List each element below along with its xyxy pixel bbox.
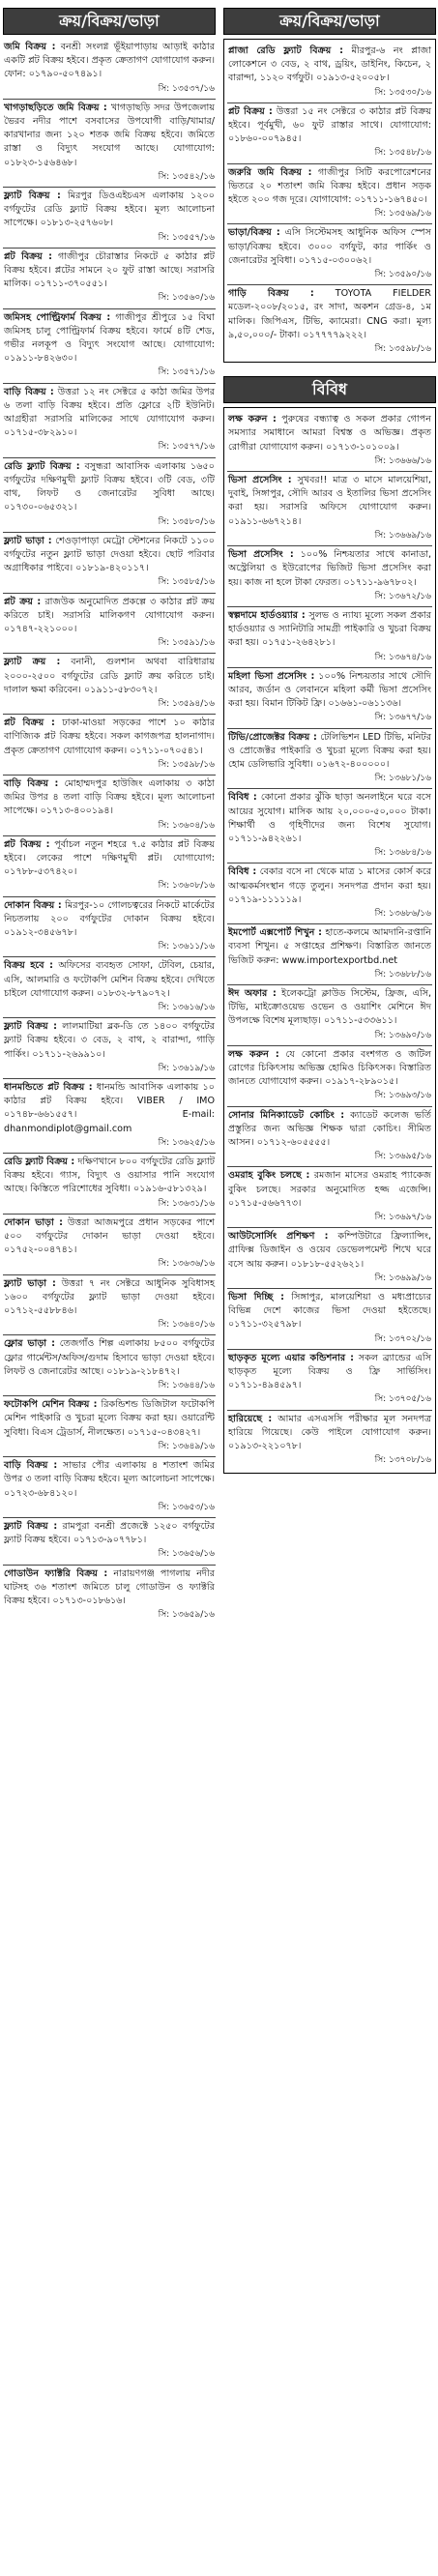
ad-body: উত্তরা ৭ নং সেক্টরে আধুনিক সুবিধাসহ ১৬০০ বর্গফুটের ফ্ল্যাট ভাড়া দেওয়া হইবে। ০১৭১২-৫৫৮৮৪৬। [4, 1277, 215, 1317]
classified-ad [227, 1228, 432, 1289]
left-ads-list [3, 39, 216, 1625]
ad-body: হাতে-কলমে আমদানি-রপ্তানি ব্যবসা শিখুন। ৫ সপ্তাহের প্রশিক্ষণ। বিস্তারিত জানতে ভিজিট করুন: www.importexportbd.net [228, 927, 431, 966]
ad-title: হারিয়েছে : [228, 1413, 273, 1424]
classified-ad [227, 285, 432, 359]
section-header-buy-sell-rent-right: ক্রয়/বিক্রয়/ভাড়া [223, 8, 436, 35]
classified-ad [3, 249, 216, 309]
ad-reference-code: সি: ১৩৬৭২/১৬ [374, 591, 431, 601]
ad-reference-code: সি: ১৩৫৯৮/১৬ [374, 344, 431, 355]
ad-body: সিঙ্গাপুর, মালয়েশিয়া ও মধ্যপ্রাচ্যের বিভিন্ন দেশে কাজের ভিসা দেওয়া হইতেছে। ০১৭১১-৩২৫৭৯৮। [228, 1292, 431, 1331]
ad-title: আউটসোর্সিং প্রশিক্ষণ : [228, 1231, 329, 1243]
classified-ad [3, 836, 216, 897]
ad-title: প্লট বিক্রয় : [4, 838, 50, 850]
ad-reference-code: সি: ১৩৬৮৪/১৬ [374, 848, 431, 859]
ad-title: ফ্ল্যাট বিক্রয় : [4, 1021, 58, 1033]
classified-ad [227, 924, 432, 985]
ad-body: বনশ্রী সংলগ্ন ভূঁইয়াপাড়ায় আড়াই কাঠার একটি প্লট বিক্রয় হইবে। প্রকৃত ক্রেতাগণ যোগাযোগ করুন। ফোন: ০১৭৯০-৫০৭৪৯১। [4, 42, 215, 80]
classified-ad [227, 1167, 432, 1228]
classified-ad [227, 472, 432, 546]
ad-body: রাজউক অনুমোদিত প্রকল্পে ৩ কাঠার প্লট ক্রয় করিতে চাই। সরাসরি মালিকগণ যোগাযোগ করুন। ০১৭৪৭-২২১০০০। [4, 596, 215, 634]
ad-reference-code: সি: ১৩৬৯৩/১৬ [374, 1091, 431, 1101]
ad-body: দক্ষিণখানে ৮০০ বর্গফুটের রেডি ফ্ল্যাট বিক্রয় হইবে। গ্যাস, বিদ্যুৎ ও ওয়াসার পানি সংযোগ আছে। কিস্তিতে পরিশোধের সুবিধা। ০১৯১৬-৫৮১৩২৯। [4, 1156, 215, 1195]
ad-body: ঢাকা-মাওয়া সড়কের পাশে ১০ কাঠার বাণিজ্যিক প্লট বিক্রয় হইবে। সকল কাগজপত্র হালনাগাদ। প্রকৃত ক্রেতাগণ যোগাযোগ করুন। ০১৭১১-০৭০৫৪১। [4, 717, 215, 756]
ad-body: উত্তরা ১৫ নং সেক্টরে ৩ কাঠার প্লট বিক্রয় হইবে। পূর্বমুখী, ৬০ ফুট রাস্তার সাথে। যোগাযোগ: ০১৮৬০-০০৭৯৪৫। [228, 105, 431, 145]
ad-title: লক্ষ করুন : [228, 414, 277, 425]
ad-body: রিকন্ডিশন্ড ডিজিটাল ফটোকপি মেশিন পাইকারি ও খুচরা মূল্যে বিক্রয় করা হয়। ওয়ারেন্টি সুবিধা। বিএস ট্রেডার্স, নীলক্ষেত। ০১৭১৫-০৪৩৪২৭। [4, 1399, 215, 1438]
classified-ad [3, 776, 216, 836]
ad-title: বিবিধ : [228, 866, 257, 878]
ad-reference-code: সি: ১৩৭০২/১৬ [374, 1333, 431, 1344]
ad-title: ফ্ল্যাট ভাড়া : [4, 1277, 56, 1289]
ad-title: টিভি/প্রোজেক্টর বিক্রয় : [228, 731, 317, 743]
ad-body: কম্পিউটারে ফ্রিল্যান্সিং, গ্রাফিক্স ডিজাইন ও ওয়েব ডেভেলপমেন্ট শিখে ঘরে বসে আয় করুন। ০১৮১৮-৫৫২৬২১। [228, 1231, 431, 1270]
ad-title: বাড়ি বিক্রয় : [4, 1460, 58, 1472]
ad-title: ঈদ অফার : [228, 987, 277, 999]
ad-reference-code: সি: ১৩৫৩০/১৬ [374, 87, 431, 98]
classified-ad [3, 1018, 216, 1079]
ad-body: ইলেকট্রো ক্লাউড সিস্টেম, ফ্রিজ, এসি, টিভি, মাইক্রোওয়েভ ওভেন ও ওয়াশিং মেশিনে ঈদ উপলক্ষে বিশেষ মূল্যছাড়। ০১৭১১-৫৩৩৬১১। [228, 987, 432, 1027]
classified-ad [3, 654, 216, 715]
ad-body: সকল ব্র্যান্ডের এসি ছাড়কৃত মূল্যে বিক্রয় ও ফ্রি সার্ভিসিং। ০১৭১১-৪৯৪৫৯৭। [228, 1352, 431, 1391]
ad-body: আমার এসএসসি পরীক্ষার মূল সনদপত্র হারিয়ে গিয়েছে। কেউ পাইলে যোগাযোগ করুন। ০১৯১৩-২২১০৭৮। [228, 1413, 431, 1452]
ad-body: লালমাটিয়া ব্লক-ডি তে ১৪০০ বর্গফুটের ফ্ল্যাট বিক্রয় হইবে। ৩ বেড, ২ বাথ, ২ বারান্দা, গাড়ি পার্কিং। ০১৭১১-২৬৯৯১০। [4, 1021, 215, 1060]
ad-reference-code: সি: ১৩৬৬৯/১৬ [374, 530, 431, 541]
ad-reference-code: সি: ১৩৬৯০/১৬ [374, 1030, 431, 1040]
ad-body: নারায়ণগঞ্জ পাগলায় নদীর ঘাটসহ ৩৬ শতাংশ জমিতে চালু গোডাউন ও ফ্যাক্টরি বিক্রয় হইবে। ০১৭১৩-০১৮৬১৬। [4, 1567, 215, 1606]
ad-reference-code: সি: ১৩৭০৮/১৬ [374, 1455, 431, 1466]
ad-body: মিরপুর ডিওএইচএস এলাকায় ১২০০ বর্গফুটের রেডি ফ্ল্যাট বিক্রয় হইবে। মূল্য আলোচনা সাপেক্ষে। ০১৮১৩-২৫৭৬০৮। [4, 190, 215, 229]
classified-ad [3, 1457, 216, 1518]
ad-title: মহিলা ভিসা প্রসেসিং : [228, 670, 315, 682]
ad-body: টেলিভিশন LED টিভি, মনিটর ও প্রোজেক্টর পাইকারি ও খুচরা মূল্যে বিক্রয় করা হয়। হোম ডেলিভারি সুবিধা। ০১৬৭২-৪০০০০০। [228, 731, 431, 770]
ad-body: এসি সিস্টেমসহ আধুনিক অফিস স্পেস ভাড়া/বিক্রয় হইবে। ৩০০০ বর্গফুট, কার পার্কিং ও জেনারেটর সুবিধা। ০১৭১৫-০৩০০৬২। [228, 227, 431, 266]
ad-reference-code: সি: ১৩৬৮৬/১৬ [374, 908, 431, 919]
classified-ad [3, 1079, 216, 1154]
right-column [223, 8, 436, 1474]
ad-body: যে কোনো প্রকার বংশগত ও জটিল রোগের চিকিৎসায় অভিজ্ঞ হোমিও চিকিৎসক। বিস্তারিত জানতে যোগাযোগ করুন। ০১৯১৭-২৮৯০১৫। [228, 1048, 431, 1088]
ad-body: রমজান মাসের ওমরাহ প্যাকেজ বুকিং চলছে। সরকার অনুমোদিত হজ্জ এজেন্সি। ০১৭১৫-৫৬৬৭৭৩। [228, 1170, 432, 1209]
classified-ad [3, 533, 216, 594]
ad-title: ওমরাহ বুকিং চলছে : [228, 1170, 310, 1182]
ad-body: উত্তরা ১২ নং সেক্টরে ৫ কাঠা জমির উপর ৬ তলা বাড়ি বিক্রয় হইবে। প্রতি ফ্লোরে ২টি ইউনিট। আগ্রহীরা সরাসরি মালিকের সাথে যোগাযোগ করুন। ০১৭১৫-৩৮২৯১০। [4, 386, 215, 439]
ad-body: পূর্বাচল নতুন শহরে ৭.৫ কাঠার প্লট বিক্রয় হইবে। লেকের পাশে দক্ষিণমুখী প্লট। যোগাযোগ: ০১৭৮৮-৫৩৭৪২০। [4, 838, 215, 878]
ad-reference-code: সি: ১৩৫৮০/১৬ [158, 516, 215, 527]
ad-title: দোকান বিক্রয় : [4, 899, 62, 911]
ad-reference-code: সি: ১৩৬৯৭/১৬ [374, 1213, 431, 1223]
ad-reference-code: সি: ১৩৫৪২/১৬ [158, 171, 215, 182]
ad-reference-code: সি: ১৩৬২৫/১৬ [158, 1137, 215, 1148]
ad-reference-code: সি: ১৩৬১৬/১৬ [158, 1003, 215, 1012]
misc-section [223, 376, 436, 1474]
ad-body: বসুন্ধরা আবাসিক এলাকায় ১৬৫০ বর্গফুটের দক্ষিণমুখী ফ্ল্যাট বিক্রয় হইবে। ৩টি বেড, ৩টি বাথ, লিফট ও জেনারেটর সুবিধা আছে। ০১৭৩০-০৬৫৩২১। [4, 460, 215, 513]
ad-title: জমিসহ পোল্ট্রিফার্ম বিক্রয় : [4, 311, 111, 323]
classified-ad [3, 957, 216, 1018]
ad-body: খাগড়াছড়ি সদর উপজেলায় ভৈরব নদীর পাশে বসবাসের উপযোগী বাড়ি/খামার/কারখানার জন্য ১২০ শতক জমি বিক্রয় হইবে। জমিতে রাস্তা ও বিদ্যুৎ সংযোগ আছে। যোগাযোগ: ০১৮২৩-১৫৬৪৬৮। [4, 102, 215, 168]
ad-reference-code: সি: ১৩৬৬৬/১৬ [374, 455, 431, 466]
ad-reference-code: সি: ১৩৫৯৮/১৬ [158, 759, 215, 770]
ad-reference-code: সি: ১৩৫৩৭/১৬ [158, 83, 215, 94]
ad-reference-code: সি: ১৩৬৯৯/১৬ [374, 1273, 431, 1283]
classified-ad [227, 1046, 432, 1107]
classified-ad [3, 100, 216, 188]
classified-ad [227, 43, 432, 103]
ad-title: ভিসা প্রসেসিং : [228, 549, 294, 561]
ad-body: গাজীপুর সিটি করপোরেশনের ভিতরে ২০ শতাংশ জমি বিক্রয় হইবে। প্রধান সড়ক হইতে ২০০ গজ দূরে। যোগাযোগ: ০১৭১১-১৬৭৪৫০। [228, 166, 431, 206]
classified-ad [227, 729, 432, 790]
ad-title: বিক্রয় হবে : [4, 960, 54, 972]
ad-reference-code: সি: ১৩৬১১/১৬ [158, 942, 215, 952]
right-ads-box [223, 39, 436, 363]
classified-ad [3, 1518, 216, 1566]
ad-reference-code: সি: ১৩৬৯৫/১৬ [374, 1152, 431, 1162]
ad-title: জরুরি জমি বিক্রয় : [228, 166, 312, 178]
classified-ad [3, 897, 216, 958]
classified-ad [227, 1411, 432, 1471]
ad-reference-code: সি: ১৩৫৫৭/১৬ [158, 232, 215, 243]
classified-ad [3, 1275, 216, 1336]
ad-reference-code: সি: ১৩৫৬৯/১৬ [374, 209, 431, 220]
ad-body: অফিসের ব্যবহৃত সোফা, টেবিল, চেয়ার, এসি, আলমারি ও ফটোকপি মেশিন বিক্রয় হইবে। দেখিতে চাইলে যোগাযোগ করুন। ০১৮৩২-৮৭৯০৭২। [4, 960, 215, 999]
ad-title: ইমপোর্ট এক্সপোর্ট শিখুন : [228, 927, 322, 939]
ad-title: সোনার মিনিক্যাডেট কোচিং : [228, 1109, 345, 1121]
classified-ad [227, 164, 432, 225]
ad-reference-code: সি: ১৩৬৫৯/১৬ [158, 1610, 215, 1621]
ad-reference-code: সি: ১৩৬৭৭/১৬ [374, 713, 431, 723]
ad-body: সুলভ ও ন্যায্য মূল্যে সকল প্রকার হার্ডওয়্যার ও স্যানিটারি সামগ্রী পাইকারি ও খুচরা বিক্রয় করা হয়। ০১৭৫১-২৬৪২৮১। [228, 609, 431, 649]
classified-ad [227, 1350, 432, 1411]
ad-reference-code: সি: ১৩৬৩৬/১৬ [158, 1259, 215, 1270]
ad-title: বাড়ি বিক্রয় : [4, 777, 59, 789]
classified-ad [3, 1335, 216, 1396]
section-header-buy-sell-rent-left: ক্রয়/বিক্রয়/ভাড়া [3, 8, 216, 35]
ad-title: দোকান ভাড়া : [4, 1216, 63, 1228]
ad-body: উত্তরা আজমপুরে প্রধান সড়কের পাশে ৫০০ বর্গফুটের দোকান ভাড়া দেওয়া হইবে। ০১৭৫২-০০৪৭৪১। [4, 1216, 215, 1256]
classified-ad [3, 188, 216, 249]
classified-ad [227, 1107, 432, 1168]
classified-ad [3, 39, 216, 100]
ad-title: রেডি ফ্ল্যাট বিক্রয় : [4, 460, 80, 472]
classified-ad [227, 607, 432, 668]
ad-title: রেডি ফ্ল্যাট বিক্রয় : [4, 1156, 75, 1168]
ad-reference-code: সি: ১৩৫৮৫/১৬ [158, 577, 215, 588]
ad-title: প্লট বিক্রয় : [4, 250, 52, 262]
ad-body: তেজগাঁও শিল্প এলাকায় ৮৫০০ বর্গফুটের ফ্লোর গার্মেন্টস/অফিস/গুদাম হিসাবে ভাড়া দেওয়া হইবে। লিফট ও জেনারেটর আছে। ০১৮১৯-২১৮৪৭২। [4, 1338, 215, 1377]
classified-ad [3, 458, 216, 533]
ad-reference-code: সি: ১৩৬১৯/১৬ [158, 1063, 215, 1073]
ad-reference-code: সি: ১৩৫৯০/১৬ [374, 270, 431, 280]
ad-title: ভাড়া/বিক্রয় : [228, 227, 280, 239]
ad-title: ফ্ল্যাট ক্রয় : [4, 657, 61, 668]
ad-title: খাগড়াছড়িতে জমি বিক্রয় : [4, 102, 107, 113]
ad-title: ছাড়কৃত মূল্যে এয়ার কন্ডিশনার : [228, 1352, 355, 1363]
ad-body: মীরপুর-৬ নং প্লাজা লোকেশনে ৩ বেড, ২ বাথ, ড্রয়িং, ডাইনিং, কিচেন, ২ বারান্দা, ১১২০ বর্গফুট। ০১৯১৩-৫২০০৫৮। [228, 45, 431, 84]
ad-title: লক্ষ করুন : [228, 1048, 279, 1060]
ad-body: TOYOTA FIELDER মডেল-২০০৮/২০১৫, রং সাদা, অকশন গ্রেড-৪, ১ম মালিক। জিপিএস, টিভি, ক্যামেরা। CNG করা। মূল্য ৯,৫০,০০০/- টাকা। ০১৭৭৭৭৯২২২। [228, 288, 431, 340]
classified-ad [227, 411, 432, 472]
ad-reference-code: সি: ১৩৬৫৩/১৬ [158, 1502, 215, 1512]
ad-body: ক্যাডেট কলেজ ভর্তি প্রস্তুতির জন্য অভিজ্ঞ শিক্ষক দ্বারা কোচিং। সীমিত আসন। ০১৭১২-৬০৫৫৫৫। [228, 1109, 431, 1149]
ad-title: ধানমন্ডিতে প্লট বিক্রয় : [4, 1082, 93, 1094]
classified-ad [227, 985, 432, 1046]
ad-title: ফ্ল্যাট বিক্রয় : [4, 1520, 58, 1532]
classified-ad [227, 103, 432, 164]
classified-ad [227, 789, 432, 864]
section-header-misc: বিবিধ [223, 376, 436, 403]
ad-reference-code: সি: ১৩৬৪০/১৬ [158, 1320, 215, 1331]
misc-ads-box [223, 407, 436, 1474]
ad-title: ভিসা প্রসেসিং : [228, 475, 292, 486]
ad-reference-code: সি: ১৩৬৮১/১৬ [374, 774, 431, 784]
ad-title: প্লট বিক্রয় : [228, 105, 273, 117]
ad-reference-code: সি: ১৩৭০৫/১৬ [374, 1394, 431, 1405]
classified-ad [3, 594, 216, 655]
classified-ad [227, 864, 432, 924]
ad-title: জমি বিক্রয় : [4, 42, 56, 52]
ad-body: মোহাম্মদপুর হাউজিং এলাকায় ৩ কাঠা জমির উপর ৪ তলা বাড়ি বিক্রয় হইবে। মূল্য আলোচনা সাপেক্ষে। ০১৭১৩-৪০০১৯৪। [4, 777, 216, 817]
ad-title: স্বল্পদামে হার্ডওয়্যার : [228, 609, 306, 621]
ad-body: সুখবর!! মাত্র ৩ মাসে মালয়েশিয়া, দুবাই, সিঙ্গাপুর, সৌদি আরব ও ইতালির ভিসা প্রসেসিং করা হয়। সরাসরি অফিসে যোগাযোগ করুন। ০১৯১১-৬৬৭২১৪। [228, 475, 431, 527]
ad-reference-code: সি: ১৩৫৬০/১৬ [158, 293, 215, 304]
classified-ad [227, 668, 432, 729]
ad-reference-code: সি: ১৩৬৫৬/১৬ [158, 1549, 215, 1560]
left-column [3, 8, 216, 1625]
ad-reference-code: সি: ১৩৫৪৮/১৬ [374, 148, 431, 159]
ad-title: ভিসা দিচ্ছি : [228, 1292, 284, 1303]
ad-reference-code: সি: ১৩৬৮৮/১৬ [374, 969, 431, 980]
ad-body: শেওড়াপাড়া মেট্রো স্টেশনের নিকটে ১১০০ বর্গফুটের নতুন ফ্ল্যাট ভাড়া দেওয়া হইবে। ছোট পরিবার অগ্রাধিকার পাইবে। ০১৮১৯-৪২০১১৭। [4, 535, 215, 574]
ad-title: প্লাজা রেডি ফ্ল্যাট বিক্রয় : [228, 45, 343, 56]
ad-body: ১০০% নিশ্চয়তার সাথে সৌদি আরব, জর্ডান ও লেবাননে মহিলা কর্মী ভিসা প্রসেসিং করা হয়। বিমান টিকিট ফ্রি। ০১৬৬১-০৬১১৩৬। [228, 670, 432, 710]
classified-ad [3, 1154, 216, 1215]
ad-title: গাড়ি বিক্রয় : [228, 288, 314, 300]
ad-reference-code: সি: ১৩৬৭৪/১৬ [374, 652, 431, 662]
ad-title: ফ্লোর ভাড়া : [4, 1338, 55, 1350]
classified-ad [227, 1289, 432, 1350]
ad-reference-code: সি: ১৩৫৭৭/১৬ [158, 442, 215, 453]
ad-title: বিবিধ : [228, 792, 257, 804]
ad-title: ফটোকপি মেশিন বিক্রয় : [4, 1399, 98, 1411]
ad-reference-code: সি: ১৩৬০৮/১৬ [158, 881, 215, 892]
classified-ad [227, 224, 432, 285]
classified-ad [3, 1566, 216, 1625]
ad-body: গাজীপুর শ্রীপুরে ১৫ বিঘা জমিসহ চালু পোল্ট্রিফার্ম বিক্রয় হইবে। ফার্মে ৪টি শেড, গভীর নলকূপ ও বিদ্যুৎ সংযোগ আছে। যোগাযোগ: ০১৯১১-৮৪২৬৩০। [4, 311, 215, 365]
ad-body: রামপুরা বনশ্রী প্রজেক্টে ১২৫০ বর্গফুটের ফ্ল্যাট বিক্রয় হইবে। ০১৭১৩-৯০৭৭৮১। [4, 1520, 215, 1546]
ad-body: ১০০% নিশ্চয়তার সাথে কানাডা, অস্ট্রেলিয়া ও ইউরোপের ভিজিট ভিসা প্রসেসিং করা হয়। কাজ না হলে টাকা ফেরত। ০১৭১১-৯৬৭৮০২। [228, 549, 431, 588]
classified-ad [3, 715, 216, 776]
ad-reference-code: সি: ১৩৬৪৯/১৬ [158, 1441, 215, 1451]
ad-reference-code: সি: ১৩৬০৪/১৬ [158, 820, 215, 831]
ad-body: মিরপুর-১০ গোলচত্বরের নিকটে মার্কেটের নিচতলায় ২০০ বর্গফুটের দোকান বিক্রয় হইবে। ০১৯১২-৩৪৫৬৭৮। [4, 899, 215, 938]
ad-body: গাজীপুর চৌরাস্তার নিকটে ৫ কাঠার প্লট বিক্রয় হইবে। প্লটের সামনে ২০ ফুট রাস্তা আছে। সরাসরি মালিক। ০১৭১১-৩৭০৫৫১। [4, 250, 215, 290]
classified-ad [3, 1396, 216, 1457]
ad-reference-code: সি: ১৩৫৯১/১৬ [158, 638, 215, 649]
ad-body: বেকার বসে না থেকে মাত্র ১ মাসের কোর্স করে আত্মকর্মসংস্থান গড়ে তুলুন। সনদপত্র প্রদান করা হয়। ০১৭১৯-১১১১১৯। [228, 866, 431, 905]
ad-title: বাড়ি বিক্রয় : [4, 386, 54, 397]
ad-reference-code: সি: ১৩৬৪৪/১৬ [158, 1381, 215, 1391]
ad-reference-code: সি: ১৩৫৯৪/১৬ [158, 698, 215, 709]
ad-body: ধানমন্ডি আবাসিক এলাকায় ১০ কাঠার প্লট বিক্রয় হইবে। VIBER / IMO ০১৭৪৮-৬৬১৫৫৭। E-mail: dhanmondiplot@gmail.com [4, 1082, 215, 1134]
ad-reference-code: সি: ১৩৫৭১/১৬ [158, 367, 215, 378]
ad-title: গোডাউন ফ্যাক্টরি বিক্রয় : [4, 1567, 108, 1579]
ad-body: বনানী, গুলশান অথবা বারিধারায় ২০০০-২৫০০ বর্গফুটের রেডি ফ্ল্যাট ক্রয় করিতে চাই। দালাল ক্ষমা করিবেন। ০১৯১১-৫৮৩০৭২। [4, 657, 215, 695]
ad-body: কোনো প্রকার ঝুঁকি ছাড়া অনলাইনে ঘরে বসে আয়ের সুযোগ। মাসিক আয় ২০,০০০-৫০,০০০ টাকা। শিক্ষার্থী ও গৃহিণীদের জন্য বিশেষ সুযোগ। ০১৭১১-৯৪২২৬১। [228, 792, 431, 844]
classified-ad [3, 1215, 216, 1275]
ad-body: সাভার পৌর এলাকায় ৪ শতাংশ জমির উপর ৩ তলা বাড়ি বিক্রয় হইবে। মূল্য আলোচনা সাপেক্ষে। ০১৭২৩-৬৮৪১২০। [4, 1460, 215, 1499]
ad-reference-code: সি: ১৩৬৩১/১৬ [158, 1198, 215, 1209]
ad-title: প্লট ক্রয় : [4, 596, 42, 607]
ad-title: প্লট বিক্রয় : [4, 717, 55, 729]
classified-ad [227, 546, 432, 607]
classified-ad [3, 309, 216, 384]
classified-ad [3, 384, 216, 458]
ad-body: পুরুষের বন্ধ্যাত্ব ও সকল প্রকার গোপন সমস্যার সমাধানে আমরা বিশ্বস্ত ও অভিজ্ঞ। প্রকৃত রোগীরা যোগাযোগ করুন। ০১৭১৩-১০১০০৯। [228, 414, 431, 453]
ad-title: ফ্ল্যাট বিক্রয় : [4, 190, 61, 202]
ad-title: ফ্ল্যাট ভাড়া : [4, 535, 52, 546]
